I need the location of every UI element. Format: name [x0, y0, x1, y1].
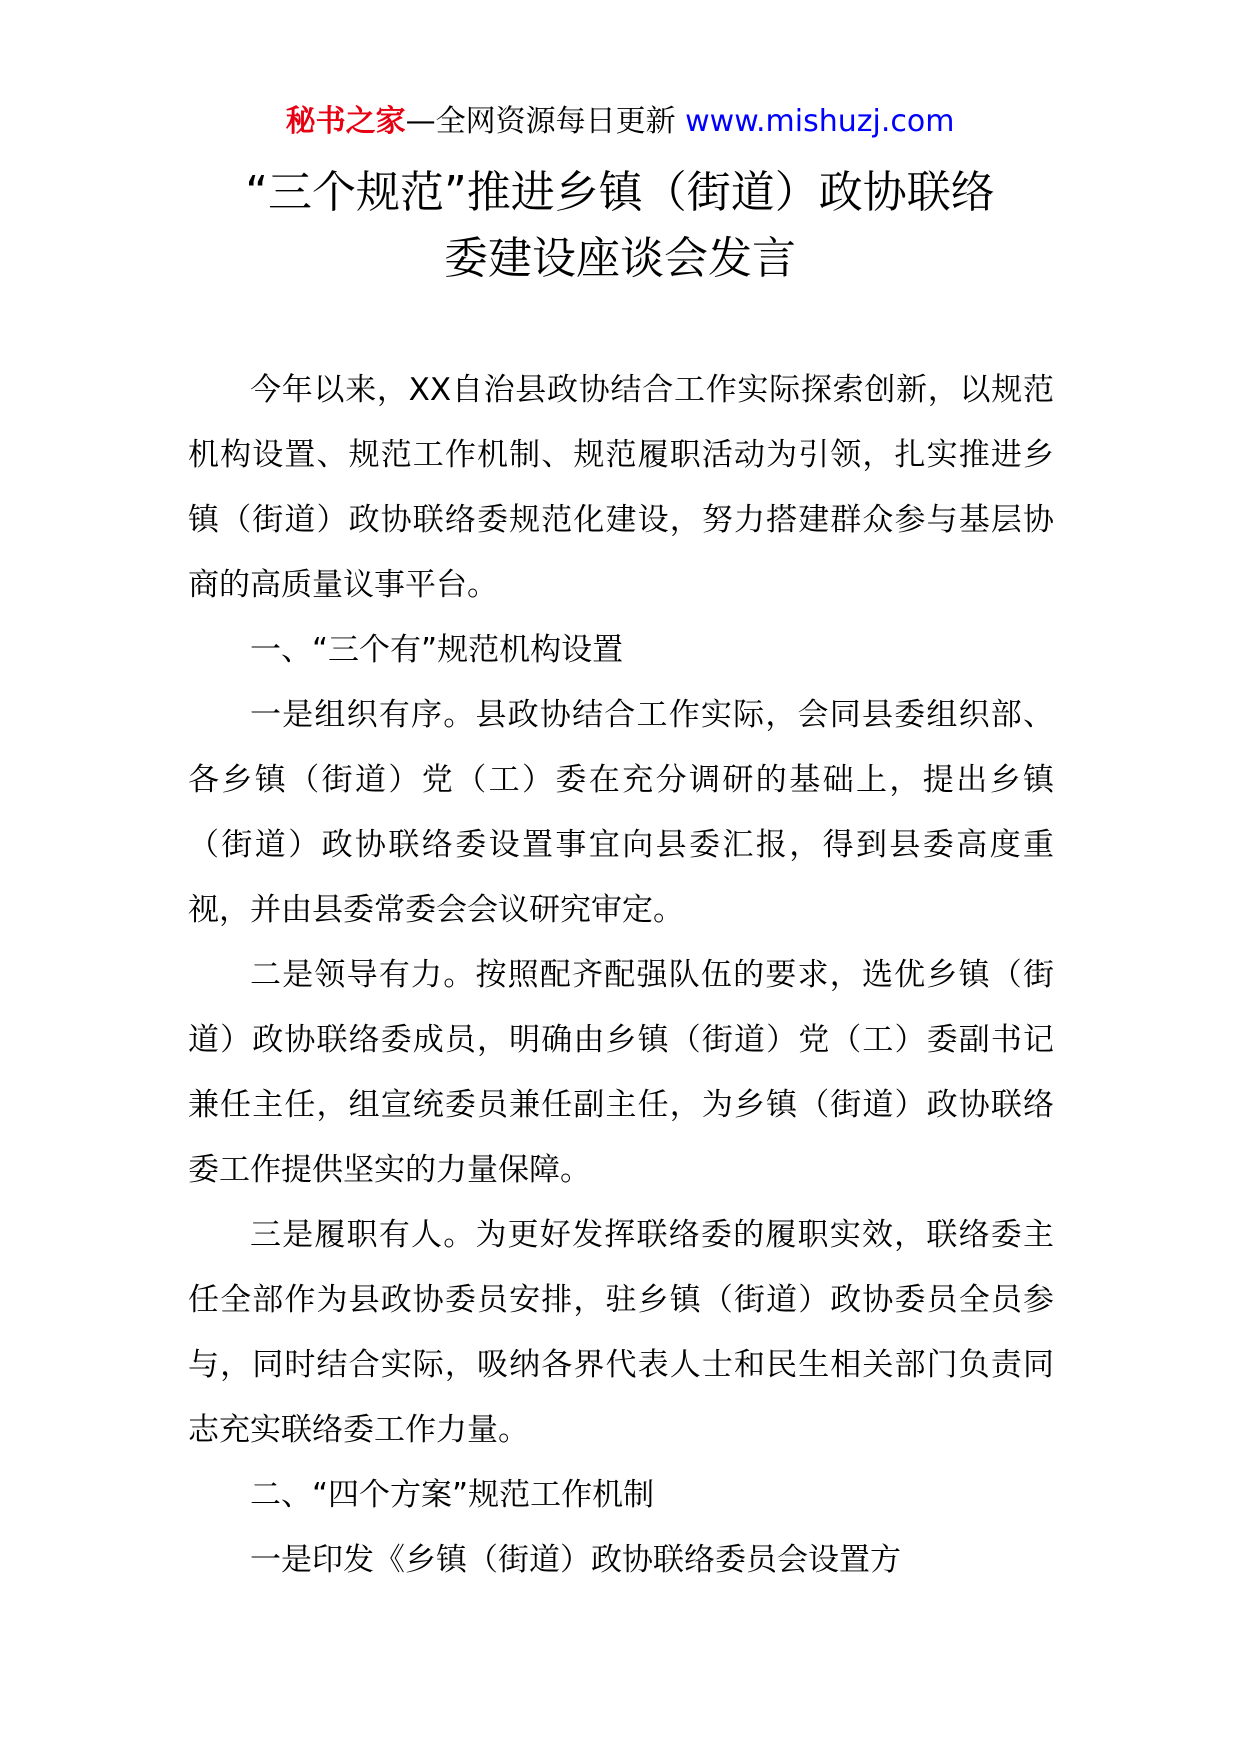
section-heading-1: 一、“三个有”规范机构设置: [250, 632, 624, 668]
paragraph-leadership: 二是领导有力。按照配齐配强队伍的要求，选优乡镇（街道）政协联络委成员，明确由乡镇（街道）党（工）委副书记兼任主任，组宣统委员兼任副主任，为乡镇（街道）政协联络委工作提供坚实的力量保障。: [188, 957, 1054, 1188]
document-body: [188, 358, 1054, 1593]
site-slogan: —全网资源每日更新: [405, 104, 676, 139]
site-brand: 秘书之家: [285, 104, 406, 139]
document-title: [150, 160, 1090, 292]
paragraph-intro: 今年以来，XX自治县政协结合工作实际探索创新，以规范机构设置、规范工作机制、规范履职活动为引领，扎实推进乡镇（街道）政协联络委规范化建设，努力搭建群众参与基层协商的高质量议事平台。: [188, 372, 1054, 603]
paragraph-organization: 一是组织有序。县政协结合工作实际，会同县委组织部、各乡镇（街道）党（工）委在充分调研的基础上，提出乡镇（街道）政协联络委设置事宜向县委汇报，得到县委高度重视，并由县委常委会会议研究审定。: [188, 697, 1054, 928]
paragraph-plan: 一是印发《乡镇（街道）政协联络委员会设置方: [250, 1542, 901, 1578]
site-url-link[interactable]: www.mishuzj.com: [685, 104, 955, 139]
title-line-1: “三个规范”推进乡镇（街道）政协联络: [245, 167, 995, 218]
paragraph-duty: 三是履职有人。为更好发挥联络委的履职实效，联络委主任全部作为县政协委员安排，驻乡镇（街道）政协委员全员参与，同时结合实际，吸纳各界代表人士和民生相关部门负责同志充实联络委工作力量。: [188, 1217, 1054, 1448]
section-heading-2: 二、“四个方案”规范工作机制: [250, 1477, 655, 1513]
site-header: [0, 100, 1240, 144]
title-line-2: 委建设座谈会发言: [444, 233, 796, 284]
